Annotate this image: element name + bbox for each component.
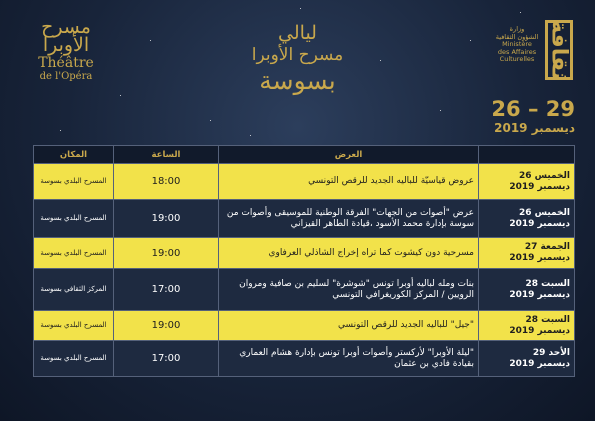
header-time: الساعة (114, 146, 219, 164)
table-row (34, 238, 575, 269)
event-title (0, 19, 595, 96)
header-venue: المكان (34, 146, 114, 164)
row-date-day: الأحد 29 (532, 347, 570, 358)
ministry-text-line: des Affaires (497, 47, 537, 56)
title-line3: بسوسة (259, 66, 336, 95)
row-date (479, 164, 575, 200)
date-range: 26 – 29 (491, 97, 575, 121)
star (300, 8, 301, 9)
row-date-month: ديسمبر 2019 (509, 358, 570, 369)
row-show: بنات ومله لباليه أوبرا تونس "شوشرة" لسليم بن صافية ومروان الرويين / المركز الكوريغرافي التونسي (219, 269, 479, 311)
logo-arabic: مسرح الأوبرا (41, 16, 91, 56)
row-show: عرض "أصوات من الجهات" الفرقة الوطنية للموسيقى وأصوات من سوسة بإدارة محمد الأسود ،قيادة الطاهر القيزاني (219, 200, 479, 238)
title-line2: مسرح الأوبرا (251, 45, 344, 65)
row-date-month: ديسمبر 2019 (509, 218, 570, 229)
star (210, 120, 211, 121)
table-row (34, 269, 575, 311)
table-row (34, 200, 575, 238)
row-date (479, 238, 575, 269)
row-time: 17:00 (114, 341, 219, 377)
star (250, 135, 251, 136)
table-row (34, 311, 575, 341)
row-venue: المسرح البلدي بسوسة (34, 341, 114, 377)
row-time: 19:00 (114, 238, 219, 269)
row-date (479, 341, 575, 377)
row-show: مسرحية دون كيشوت كما تراه إخراج الشاذلي العرفاوي (219, 238, 479, 269)
event-dates (491, 98, 575, 136)
row-show: "ليلة الأوبرا" لأركستر وأصوات أوبرا تونس بإدارة هشام العماري بقيادة فادي بن عثمان (219, 341, 479, 377)
row-venue: المسرح البلدي بسوسة (34, 164, 114, 200)
row-venue: المسرح البلدي بسوسة (34, 238, 114, 269)
ministry-text-line: وزارة (509, 25, 525, 33)
row-date-month: ديسمبر 2019 (509, 181, 570, 192)
table-header-row (34, 146, 575, 164)
star (60, 130, 61, 131)
row-time: 19:00 (114, 311, 219, 341)
table-row (34, 164, 575, 200)
ministry-text-line: الشؤون الثقافية (495, 32, 539, 41)
date-month: ديسمبر 2019 (494, 121, 575, 135)
row-date-month: ديسمبر 2019 (509, 289, 570, 300)
row-time: 19:00 (114, 200, 219, 238)
row-date-day: السبت 28 (525, 278, 570, 289)
row-date (479, 200, 575, 238)
row-date-month: ديسمبر 2019 (509, 253, 570, 263)
row-time: 18:00 (114, 164, 219, 200)
row-venue: المسرح البلدي بسوسة (34, 311, 114, 341)
row-date-month: ديسمبر 2019 (509, 325, 570, 336)
ministry-text-line: Culturelles (499, 55, 535, 63)
row-date-day: الخميس 26 (518, 170, 570, 181)
title-line1: ليالي (278, 22, 317, 44)
row-show: عروض قياسيّة للباليه الجديد للرقص التونسي (219, 164, 479, 200)
row-time: 17:00 (114, 269, 219, 311)
row-date (479, 269, 575, 311)
row-show: "جيل" للباليه الجديد للرقص التونسي (219, 311, 479, 341)
row-date (479, 311, 575, 341)
row-date-day: الخميس 26 (518, 207, 570, 218)
row-venue: المركز الثقافي بسوسة (34, 269, 114, 311)
row-date-day: الجمعة 27 (524, 242, 570, 252)
star (520, 12, 521, 13)
table-row (34, 341, 575, 377)
star (440, 110, 441, 111)
header-show: العرض (219, 146, 479, 164)
schedule-table (33, 145, 575, 377)
row-venue: المسرح البلدي بسوسة (34, 200, 114, 238)
logo-french-line1: Théâtre (38, 55, 94, 71)
ministry-text-line: Ministère (502, 40, 532, 48)
row-date-day: السبت 28 (525, 314, 570, 325)
logo-french-line2: de l'Opéra (39, 71, 93, 82)
ministry-logo-mark: ثقافة (546, 19, 572, 81)
header-date (479, 146, 575, 164)
